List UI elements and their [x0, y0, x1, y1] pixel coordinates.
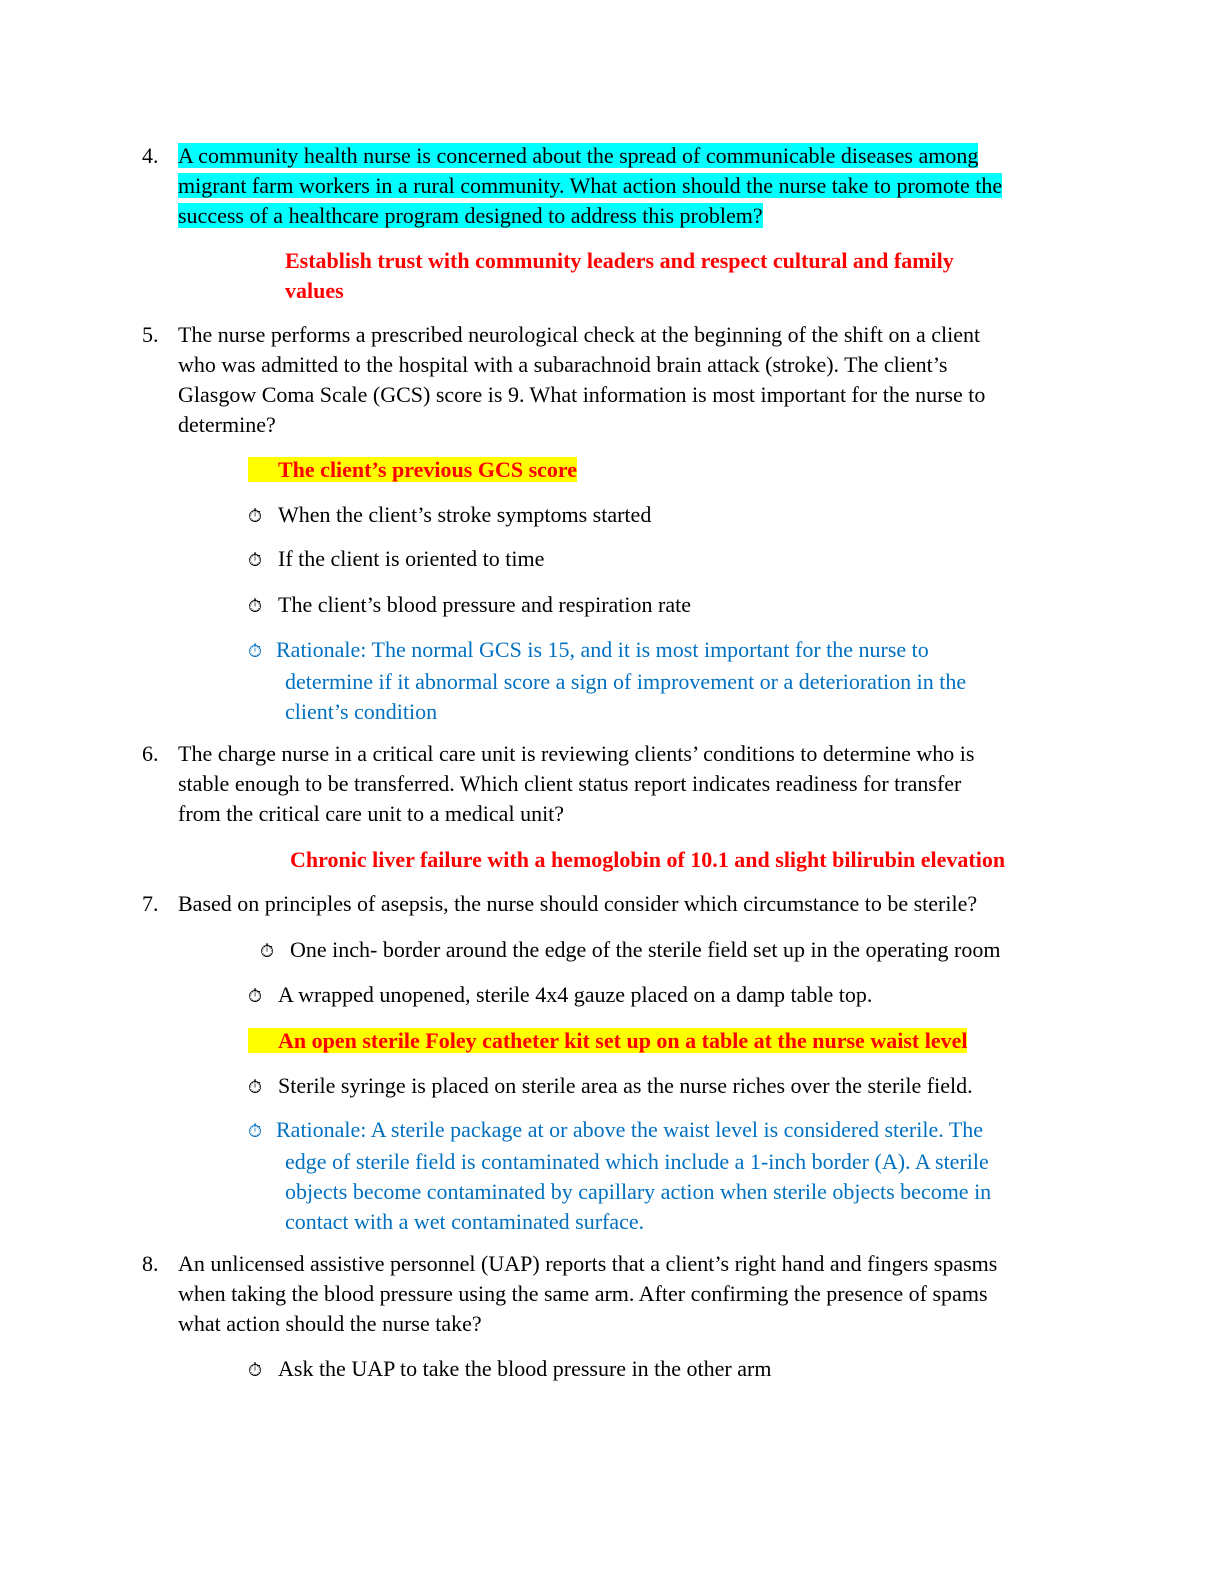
option-text: One inch- border around the edge of the sterile field set up in the operating room [290, 937, 1001, 962]
option [248, 980, 1068, 1012]
question-line: from the critical care unit to a medical unit? [178, 801, 565, 826]
clock-icon: ⏱ [248, 596, 263, 617]
question-number: 7. [142, 891, 159, 916]
question-line: An unlicensed assistive personnel (UAP) reports that a client’s right hand and fingers spasms [178, 1251, 998, 1276]
option-text: If the client is oriented to time [278, 546, 545, 571]
option [248, 1071, 1068, 1103]
option-text: When the client’s stroke symptoms started [278, 502, 652, 527]
question-number: 4. [142, 143, 159, 168]
question-text [178, 141, 1078, 231]
clock-icon: ⏱ [248, 1360, 263, 1381]
question-line: A community health nurse is concerned about the spread of communicable diseases among [178, 143, 979, 168]
question-line: Glasgow Coma Scale (GCS) score is 9. What information is most important for the nurse to [178, 382, 986, 407]
option [248, 590, 1068, 622]
question-line: migrant farm workers in a rural community. What action should the nurse take to promote the [178, 173, 1003, 198]
question-line: stable enough to be transferred. Which client status report indicates readiness for transfer [178, 771, 962, 796]
rationale-7 [248, 1115, 1068, 1237]
rationale-line: objects become contaminated by capillary action when sterile objects become in [285, 1179, 992, 1204]
question-number: 6. [142, 741, 159, 766]
question-number: 5. [142, 322, 159, 347]
clock-icon: ⏱ [248, 550, 263, 571]
question-text [178, 739, 1078, 829]
answer-6: Chronic liver failure with a hemoglobin of 10.1 and slight bilirubin elevation [290, 847, 1006, 872]
question-line: who was admitted to the hospital with a subarachnoid brain attack (stroke). The client’s [178, 352, 948, 377]
rationale-line: client’s condition [285, 699, 438, 724]
option-text: A wrapped unopened, sterile 4x4 gauze placed on a damp table top. [278, 982, 873, 1007]
rationale-line: Rationale: The normal GCS is 15, and it is most important for the nurse to [276, 637, 929, 662]
clock-icon: ⏱ [248, 1032, 263, 1053]
option [248, 544, 1068, 576]
clock-icon: ⏱ [248, 641, 263, 662]
question-text [178, 1249, 1078, 1339]
clock-icon: ⏱ [260, 941, 275, 962]
clock-icon: ⏱ [248, 506, 263, 527]
option-correct [248, 1026, 1068, 1058]
question-text [178, 320, 1078, 440]
option-text: An open sterile Foley catheter kit set up on a table at the nurse waist level [278, 1028, 968, 1053]
option [248, 1354, 1068, 1386]
clock-icon: ⏱ [248, 1121, 263, 1142]
question-line: when taking the blood pressure using the same arm. After confirming the presence of spams [178, 1281, 988, 1306]
option-text: Ask the UAP to take the blood pressure in the other arm [278, 1356, 772, 1381]
question-line: The charge nurse in a critical care unit is reviewing clients’ conditions to determine who is [178, 741, 975, 766]
answer-line: values [285, 278, 344, 303]
answer-line: Establish trust with community leaders and respect cultural and family [285, 248, 954, 273]
rationale-line: edge of sterile field is contaminated which include a 1-inch border (A). A sterile [285, 1149, 989, 1174]
option-text: The client’s blood pressure and respiration rate [278, 592, 691, 617]
option-text: The client’s previous GCS score [278, 457, 578, 482]
question-line: success of a healthcare program designed to address this problem? [178, 203, 763, 228]
question-line: Based on principles of asepsis, the nurse should consider which circumstance to be sterile? [178, 891, 978, 916]
question-line: what action should the nurse take? [178, 1311, 482, 1336]
option [260, 935, 1080, 967]
question-line: determine? [178, 412, 276, 437]
rationale-line: contact with a wet contaminated surface. [285, 1209, 645, 1234]
rationale-line: determine if it abnormal score a sign of improvement or a deterioration in the [285, 669, 967, 694]
option [248, 500, 1068, 532]
option-correct [248, 455, 1068, 487]
question-text [178, 889, 1078, 919]
clock-icon: ⏱ [248, 1077, 263, 1098]
clock-icon: ⏱ [248, 461, 263, 482]
option-text: Sterile syringe is placed on sterile area as the nurse riches over the sterile field. [278, 1073, 973, 1098]
rationale-5 [248, 635, 1068, 727]
answer-4 [285, 246, 1065, 306]
question-number: 8. [142, 1251, 159, 1276]
question-line: The nurse performs a prescribed neurological check at the beginning of the shift on a client [178, 322, 981, 347]
rationale-line: Rationale: A sterile package at or above the waist level is considered sterile. The [276, 1117, 984, 1142]
clock-icon: ⏱ [248, 986, 263, 1007]
